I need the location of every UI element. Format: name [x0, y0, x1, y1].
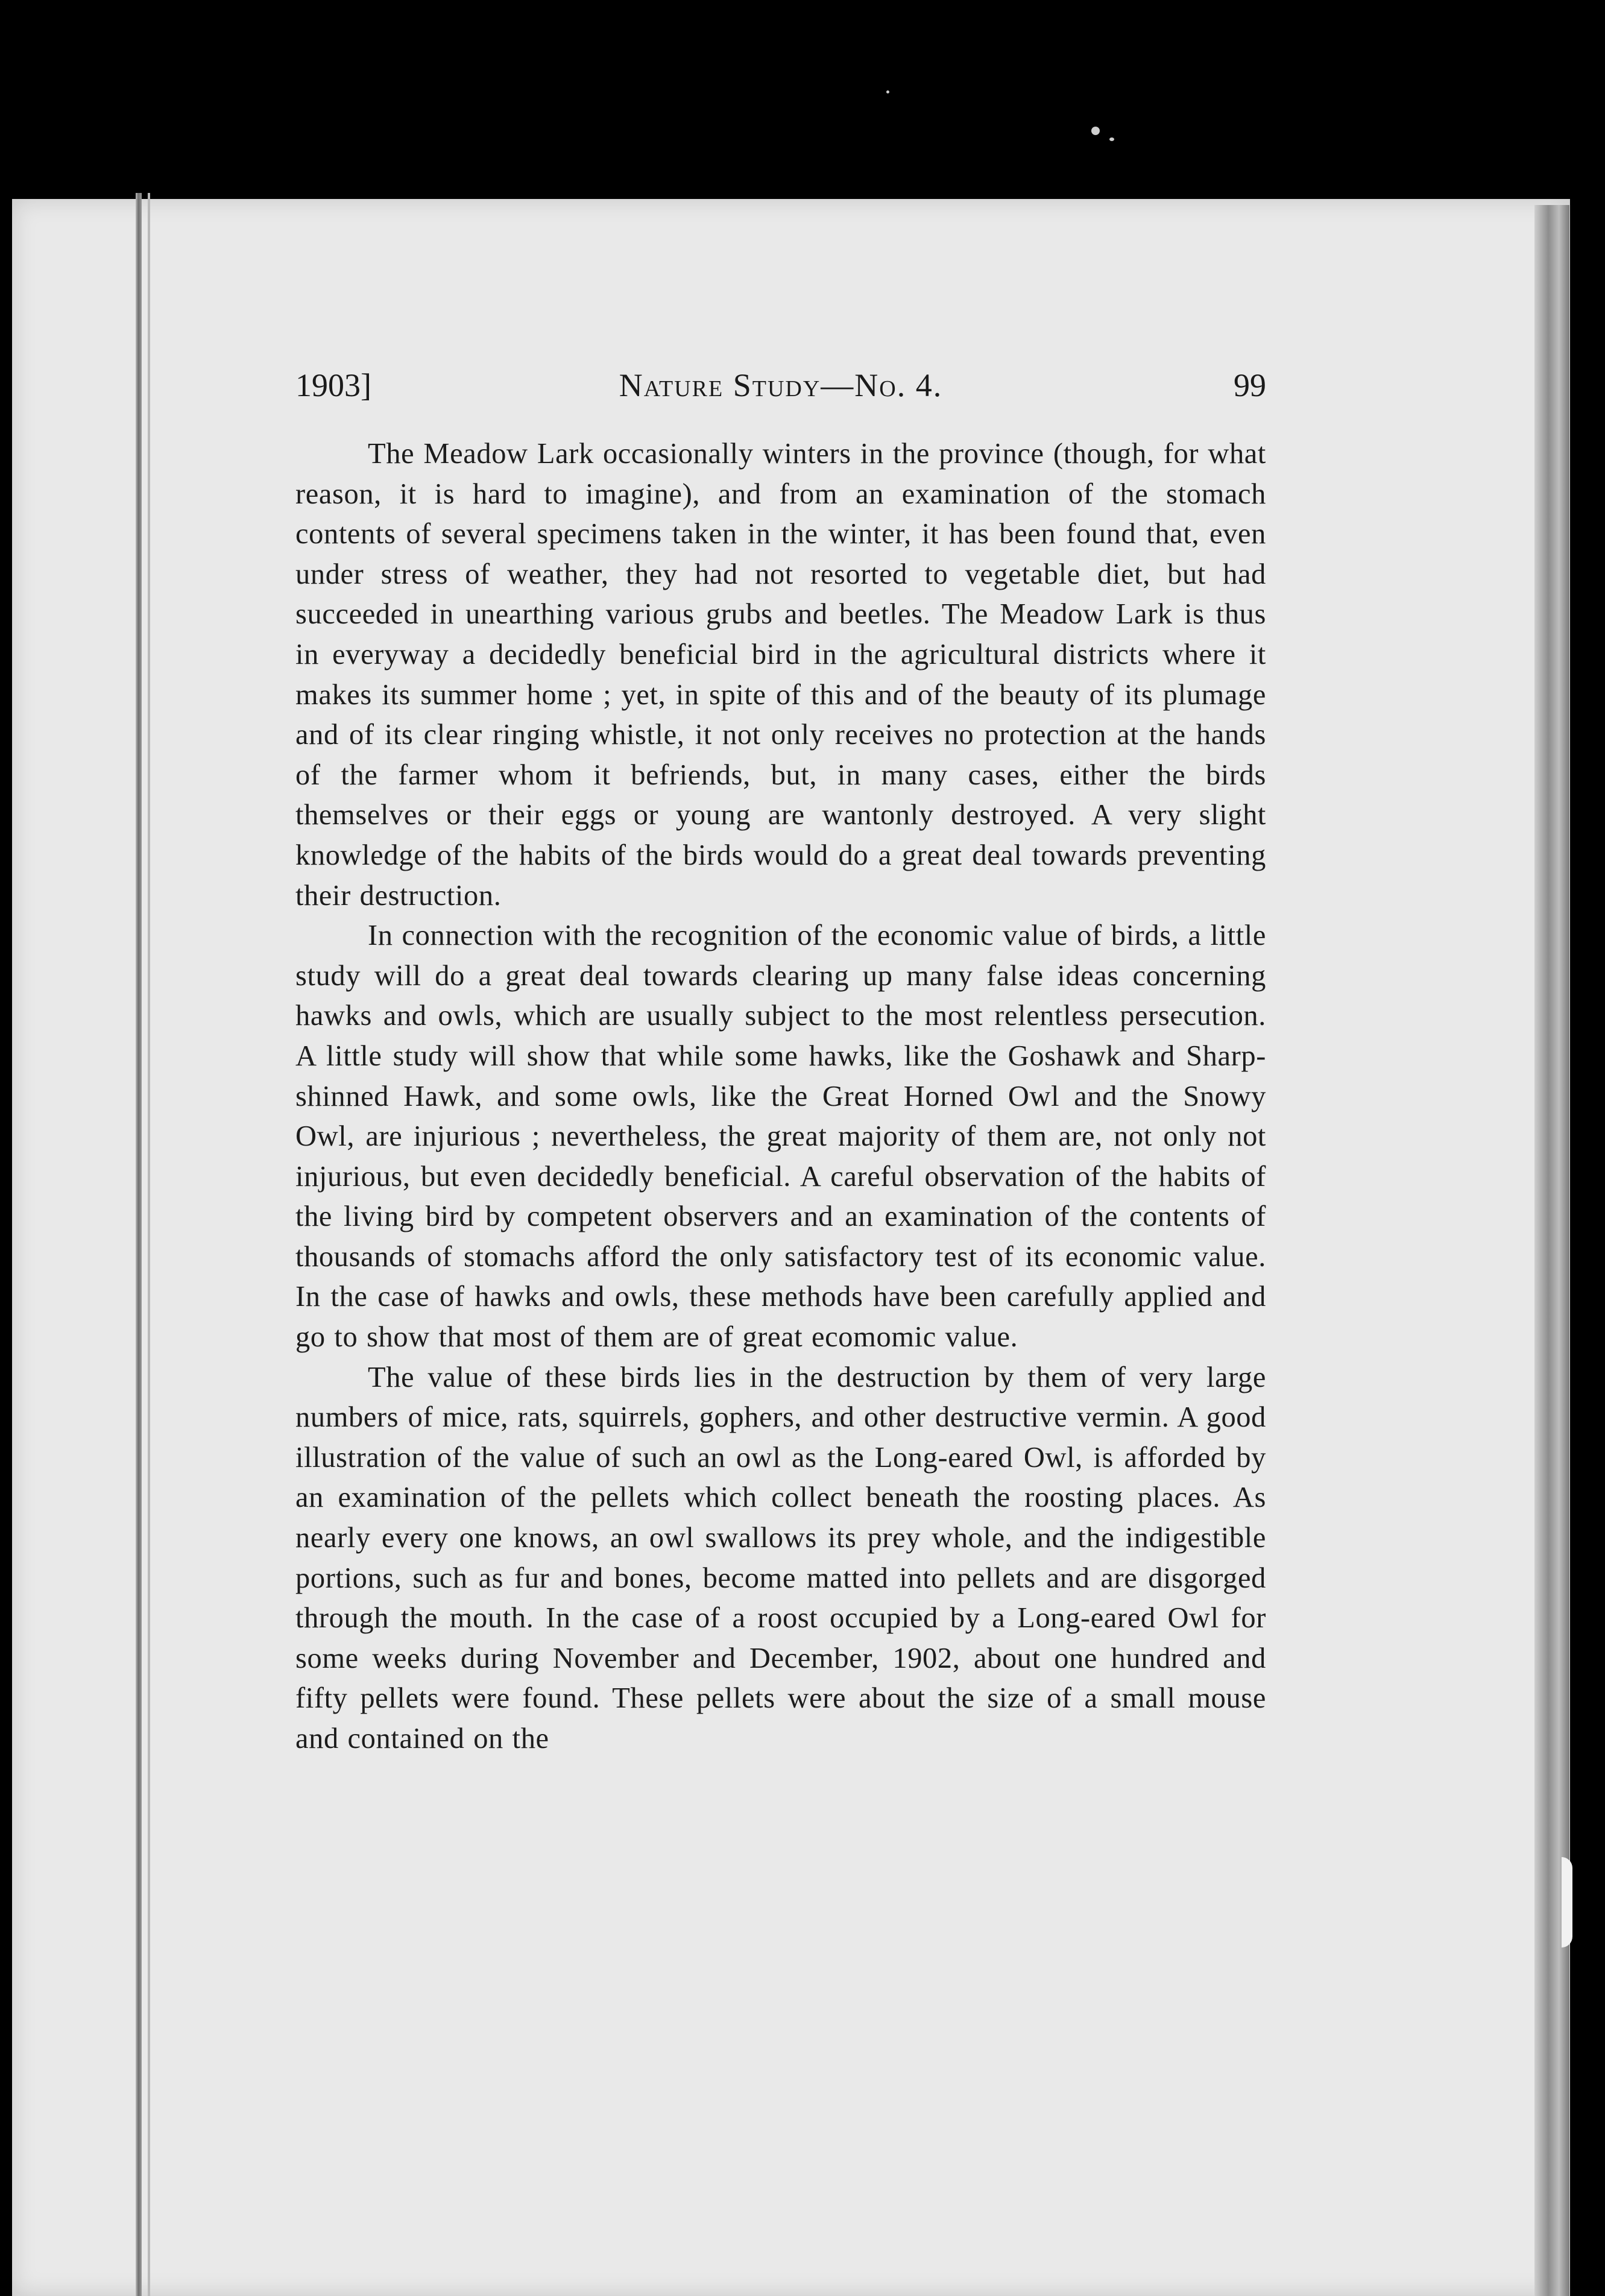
header-title: Nature Study—No. 4. [619, 367, 943, 403]
speck [1091, 127, 1100, 135]
header-year: 1903] [295, 367, 371, 403]
running-header [295, 367, 1266, 409]
speck [886, 90, 889, 93]
paragraph-owl-pellets: The value of these birds lies in the destruction by them of very large numbers of mice, rats, squirrels, gophers, and other destructive vermin. A good illustration of the value of such an owl as the Long-eared Owl, is afforded by an examination of the pellets which collect beneath the roosting places. As nearly every one knows, an owl swallows its prey whole, and the indigestible portions, such as fur and bones, become matted into pellets and are disgorged through the mouth. In the case of a roost occupied by a Long-eared Owl for some weeks during November and December, 1902, about one hundred and fifty pellets were found. These pellets were about the size of a small mouse and contained on the [295, 1361, 1266, 1755]
page-right-edge [1534, 205, 1569, 2296]
speck [1109, 137, 1114, 141]
page-number: 99 [1234, 367, 1266, 403]
page-edge-tab [1562, 1857, 1572, 1948]
page-spine-line [148, 193, 150, 2296]
body-text [295, 434, 1266, 1759]
page-spine-shadow [136, 193, 142, 2296]
paragraph-hawks-owls: In connection with the recognition of the economic value of birds, a little study will do a great deal towards clearing up many false ideas concerning hawks and owls, which are usually subject to the most relentless persecution. A little study will show that while some hawks, like the Goshawk and Sharp-shinned Hawk, and some owls, like the Great Horned Owl and the Snowy Owl, are injurious ; nevertheless, the great majority of them are, not only not injurious, but even decidedly beneficial. A careful observation of the habits of the living bird by competent observers and an examination of the contents of thousands of stomachs afford the only satisfactory test of its economic value. In the case of hawks and owls, these methods have been carefully applied and go to show that most of them are of great ecomomic value. [295, 919, 1266, 1354]
paragraph-meadow-lark: The Meadow Lark occasionally winters in the province (though, for what reason, it is hard to imagine), and from an examination of the stomach contents of several specimens taken in the winter, it has been found that, even under stress of weather, they had not resorted to vegetable diet, but had succeeded in unearthing various grubs and beetles. The Meadow Lark is thus in everyway a decidedly beneficial bird in the agricultural districts where it makes its summer home ; yet, in spite of this and of the beauty of its plumage and of its clear ringing whistle, it not only receives no protection at the hands of the farmer whom it befriends, but, in many cases, either the birds themselves or their eggs or young are wantonly destroyed. A very slight knowledge of the habits of the birds would do a great deal towards preventing their destruction. [295, 438, 1266, 912]
